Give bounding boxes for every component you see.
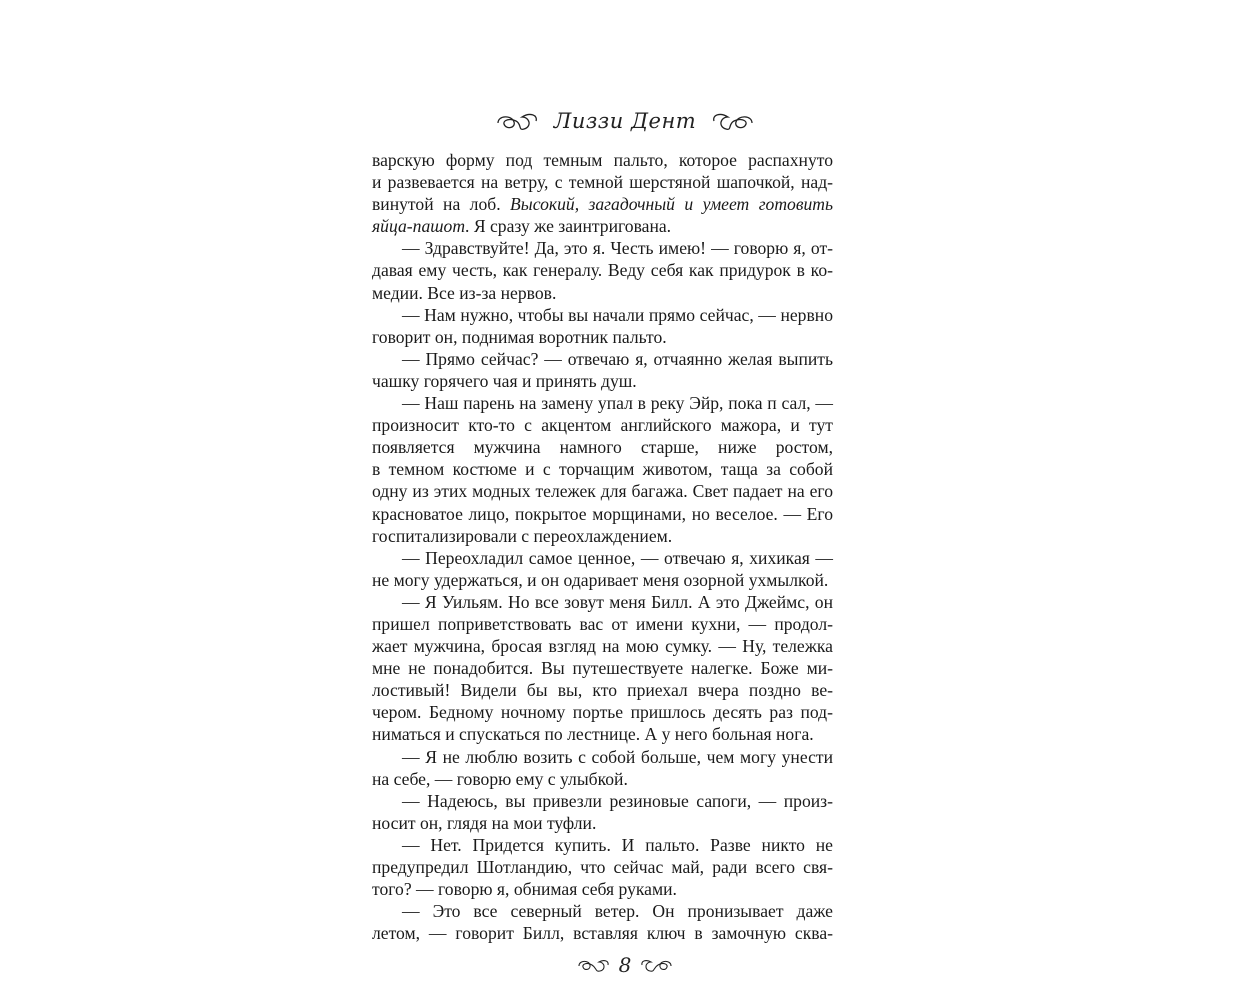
text-line: ниматься и спускаться по лестнице. А у него больная нога. xyxy=(372,724,814,745)
text-line: — Прямо сейчас? — отвечаю я, отчаянно желая выпить xyxy=(402,348,833,369)
text-line: — Здравствуйте! Да, это я. Честь имею! — говорю я, от- xyxy=(402,238,833,259)
text-line xyxy=(372,215,833,237)
text-line: — Это все северный ветер. Он пронизывает даже xyxy=(402,901,833,922)
text-line: — Надеюсь, вы привезли резиновые сапоги, — произ- xyxy=(402,790,833,811)
flourish-ornament-icon xyxy=(494,109,540,133)
text-line: жает мужчина, бросая взгляд на мою сумку. — Ну, тележка xyxy=(372,636,833,657)
text-line: произносит кто-то с акцентом английского мажора, и тут xyxy=(372,415,833,436)
running-header xyxy=(0,106,1250,136)
text-line: пришел поприветствовать вас от имени кухни, — продол- xyxy=(372,613,833,634)
text-line: медии. Все из-за нервов. xyxy=(372,282,557,303)
text-span: винутой на лоб. xyxy=(372,194,511,215)
text-line: — Наш парень на замену упал в реку Эйр, пока п сал, — xyxy=(402,393,833,414)
text-line: на себе, — говорю ему с улыбкой. xyxy=(372,768,628,789)
text-line: и развевается на ветру, с темной шерстяной шапочкой, над- xyxy=(372,172,833,193)
text-line: варскую форму под темным пальто, которое распахнуто xyxy=(372,150,833,170)
page-footer xyxy=(0,952,1250,978)
text-line: госпитализировали с переохлаждением. xyxy=(372,525,673,546)
flourish-ornament-icon xyxy=(639,956,675,974)
text-line: — Переохладил самое ценное, — отвечаю я, хихикая — xyxy=(402,547,833,568)
italic-text-span: яйца-пашот xyxy=(372,216,466,237)
text-line: — Нет. Придется купить. И пальто. Разве никто не xyxy=(402,834,833,855)
flourish-ornament-icon xyxy=(575,956,611,974)
text-line: лостивый! Видели бы вы, кто приехал вчера поздно ве- xyxy=(372,680,833,701)
author-name: Лиззи Дент xyxy=(553,109,697,133)
text-line: того? — говорю я, обнимая себя руками. xyxy=(372,879,677,900)
text-line: не могу удержаться, и он одаривает меня озорной ухмылкой. xyxy=(372,569,829,590)
text-line xyxy=(372,193,833,215)
italic-text-span: Высокий, загадочный и умеет готовить xyxy=(510,194,834,215)
text-line: появляется мужчина намного старше, ниже ростом, xyxy=(372,437,833,458)
text-line: предупредил Шотландию, что сейчас май, ради всего свя- xyxy=(372,857,833,877)
body-text xyxy=(372,149,833,944)
text-line: — Нам нужно, чтобы вы начали прямо сейчас, — нервно xyxy=(402,304,833,325)
text-line: мне не понадобится. Вы путешествуете налегке. Боже ми- xyxy=(372,658,833,679)
text-span: . Я сразу же заинтригована. xyxy=(465,216,672,237)
text-line: чашку горячего чая и принять душ. xyxy=(372,370,637,391)
text-line: давая ему честь, как генералу. Веду себя как придурок в ко- xyxy=(372,260,833,281)
text-line: носит он, глядя на мои туфли. xyxy=(372,812,597,833)
text-line: — Я Уильям. Но все зовут меня Билл. А это Джеймс, он xyxy=(402,591,833,612)
text-line: летом, — говорит Билл, вставляя ключ в замочную сква- xyxy=(372,923,833,944)
text-line: чером. Бедному ночному портье пришлось десять раз под- xyxy=(372,702,833,723)
text-line: говорит он, поднимая воротник пальто. xyxy=(372,326,667,347)
text-line: красноватое лицо, покрытое морщинами, но веселое. — Его xyxy=(372,503,833,524)
flourish-ornament-icon xyxy=(710,109,756,133)
text-line: одну из этих модных тележек для багажа. Свет падает на его xyxy=(372,481,833,502)
text-line: в темном костюме и с торчащим животом, таща за собой xyxy=(372,459,833,480)
page-number: 8 xyxy=(618,953,632,977)
text-line: — Я не люблю возить с собой больше, чем могу унести xyxy=(402,746,833,767)
